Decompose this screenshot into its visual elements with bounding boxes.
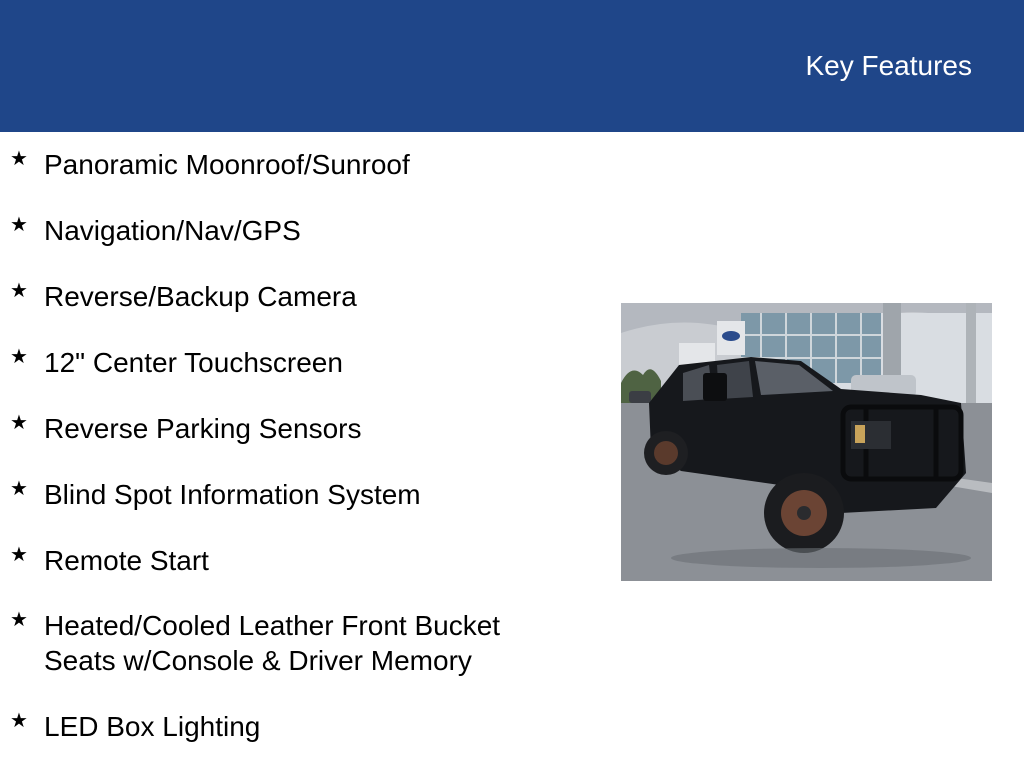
side-mirror [703,373,727,401]
star-icon: ★ [10,478,28,500]
feature-item [10,709,570,744]
wheel-hub [797,506,811,520]
black-pickup-truck-photo [621,303,992,581]
feature-item [10,213,570,248]
headlight-amber [855,425,865,443]
feature-label: Reverse Parking Sensors [44,413,362,444]
star-icon: ★ [10,609,28,631]
truck-shadow [671,548,971,568]
feature-label: 12" Center Touchscreen [44,347,343,378]
feature-item [10,279,570,314]
rear-rim [654,441,678,465]
star-icon: ★ [10,710,28,732]
header-banner [0,0,1024,132]
feature-label-line: Seats w/Console & Driver Memory [44,645,472,676]
star-icon: ★ [10,148,28,170]
feature-item [10,411,570,446]
star-icon: ★ [10,544,28,566]
feature-label-line: Heated/Cooled Leather Front Bucket [44,610,501,641]
feature-label: Blind Spot Information System [44,479,421,510]
page-title: Key Features [805,50,972,81]
brand-logo [722,331,740,341]
star-icon: ★ [10,412,28,434]
star-icon: ★ [10,214,28,236]
parked-car [629,391,651,403]
feature-label: Remote Start [44,545,209,576]
feature-label: Reverse/Backup Camera [44,281,357,312]
feature-item [10,477,570,512]
vehicle-photo [621,303,992,581]
star-icon: ★ [10,346,28,368]
feature-item [10,608,570,678]
feature-label [44,608,500,678]
feature-item [10,543,570,578]
feature-label: Panoramic Moonroof/Sunroof [44,149,410,180]
feature-label: LED Box Lighting [44,711,261,742]
feature-item [10,345,570,380]
star-icon: ★ [10,280,28,302]
feature-label: Navigation/Nav/GPS [44,215,301,246]
feature-item [10,147,570,182]
